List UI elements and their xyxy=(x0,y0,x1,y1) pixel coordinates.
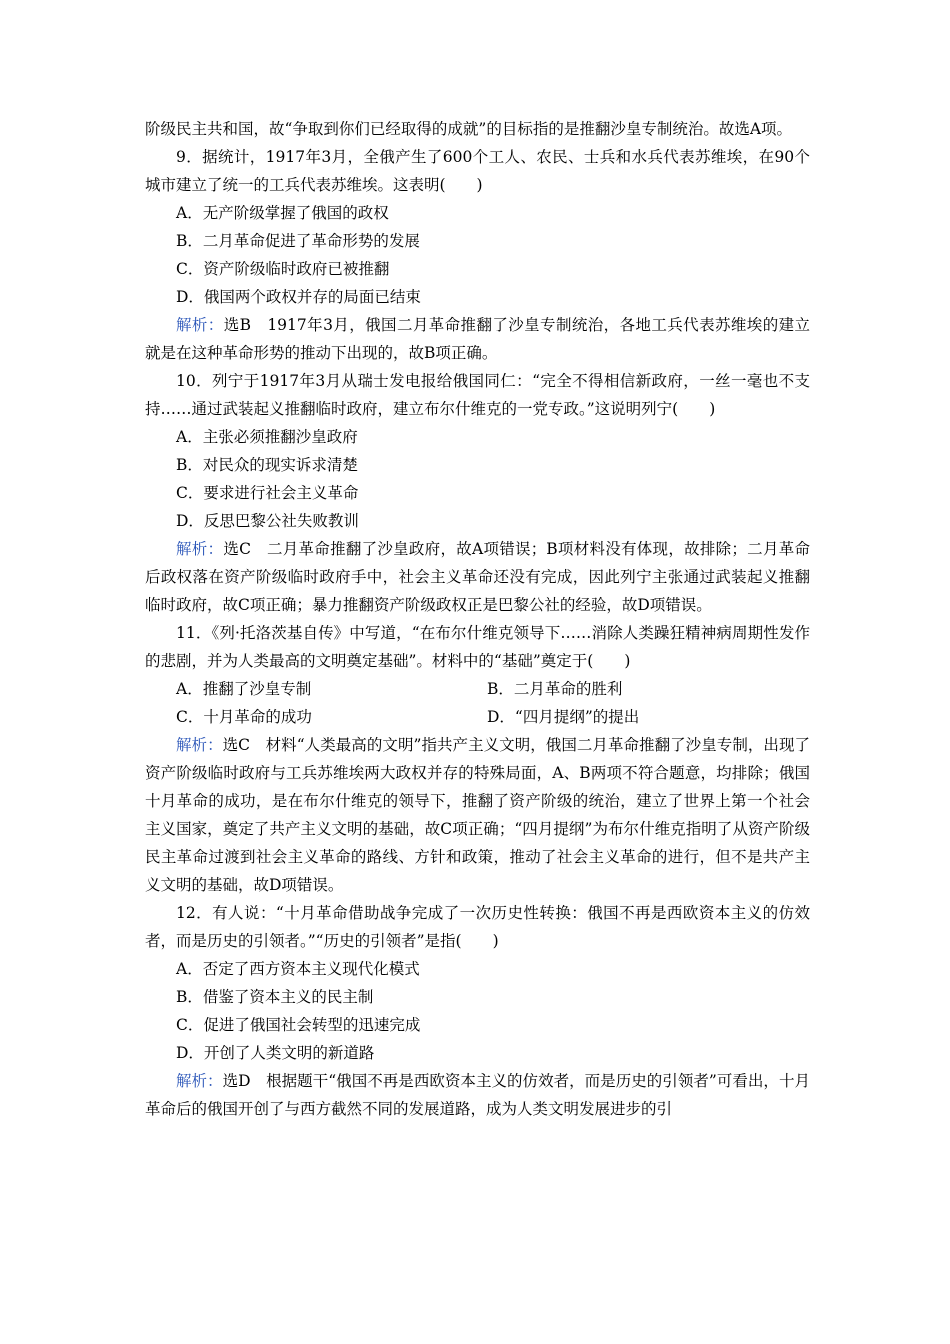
question-11-option-d: D．“四月提纲”的提出 xyxy=(487,708,640,726)
question-12-option-a: A．否定了西方资本主义现代化模式 xyxy=(176,960,420,978)
question-10-option-a: A．主张必须推翻沙皇政府 xyxy=(176,428,358,446)
question-9-stem: 9．据统计，1917年3月，全俄产生了600个工人、农民、士兵和水兵代表苏维埃，在90个城市建立了统一的工兵代表苏维埃。这表明( ) xyxy=(145,148,810,194)
question-10-option-c: C．要求进行社会主义革命 xyxy=(176,484,359,502)
question-11-options-row-1 xyxy=(145,675,810,703)
question-9-option-c: C．资产阶级临时政府已被推翻 xyxy=(176,260,390,278)
question-11-option-b: B．二月革命的胜利 xyxy=(487,680,623,698)
question-10-analysis xyxy=(145,535,810,619)
question-12-option-d: D．开创了人类文明的新道路 xyxy=(176,1044,375,1062)
document-page xyxy=(145,115,810,1123)
question-10-analysis-text: 选C 二月革命推翻了沙皇政府，故A项错误；B项材料没有体现，故排除；二月革命后政权落在资产阶级临时政府手中，社会主义革命还没有完成，因此列宁主张通过武装起义推翻临时政府，故C项正确；暴力推翻资产阶级政权正是巴黎公社的经验，故D项错误。 xyxy=(145,540,810,614)
question-11-stem: 11．《列·托洛茨基自传》中写道，“在布尔什维克领导下……消除人类躁狂精神病周期性发作的悲剧，并为人类最高的文明奠定基础”。材料中的“基础”奠定于( ) xyxy=(145,624,810,670)
question-12-analysis xyxy=(145,1067,810,1123)
analysis-label: 解析： xyxy=(176,736,223,754)
question-10-stem: 10．列宁于1917年3月从瑞士发电报给俄国同仁：“完全不得相信新政府，一丝一毫也不支持……通过武装起义推翻临时政府，建立布尔什维克的一党专政。”这说明列宁( ) xyxy=(145,372,810,418)
question-11-option-a: A．推翻了沙皇专制 xyxy=(176,680,312,698)
analysis-label: 解析： xyxy=(176,540,224,558)
question-12-option-c: C．促进了俄国社会转型的迅速完成 xyxy=(176,1016,421,1034)
question-9-option-a: A．无产阶级掌握了俄国的政权 xyxy=(176,204,389,222)
question-11-options-row-2 xyxy=(145,703,810,731)
question-9-option-b: B．二月革命促进了革命形势的发展 xyxy=(176,232,420,250)
question-11-analysis xyxy=(145,731,810,899)
question-11-analysis-text: 选C 材料“人类最高的文明”指共产主义文明，俄国二月革命推翻了沙皇专制，出现了资产阶级临时政府与工兵苏维埃两大政权并存的特殊局面，A、B两项不符合题意，均排除；俄国十月革命的成功，是在布尔什维克的领导下，推翻了资产阶级的统治，建立了世界上第一个社会主义国家，奠定了共产主义文明的基础，故C项正确；“四月提纲”为布尔什维克指明了从资产阶级民主革命过渡到社会主义革命的路线、方针和政策，推动了社会主义革命的进行，但不是共产主义文明的基础，故D项错误。 xyxy=(145,736,810,894)
question-9-analysis-text: 选B 1917年3月，俄国二月革命推翻了沙皇专制统治，各地工兵代表苏维埃的建立就是在这种革命形势的推动下出现的，故B项正确。 xyxy=(145,316,810,362)
question-12-analysis-text: 选D 根据题干“俄国不再是西欧资本主义的仿效者，而是历史的引领者”可看出，十月革命后的俄国开创了与西方截然不同的发展道路，成为人类文明发展进步的引 xyxy=(145,1072,810,1118)
analysis-label: 解析： xyxy=(176,1072,223,1090)
question-12-option-b: B．借鉴了资本主义的民主制 xyxy=(176,988,374,1006)
intro-paragraph: 阶级民主共和国，故“争取到你们已经取得的成就”的目标指的是推翻沙皇专制统治。故选A项。 xyxy=(145,120,793,138)
analysis-label: 解析： xyxy=(176,316,224,334)
question-10-option-d: D．反思巴黎公社失败教训 xyxy=(176,512,359,530)
question-10-option-b: B．对民众的现实诉求清楚 xyxy=(176,456,358,474)
question-12-stem: 12．有人说：“十月革命借助战争完成了一次历史性转换：俄国不再是西欧资本主义的仿效者，而是历史的引领者。”“历史的引领者”是指( ) xyxy=(145,904,810,950)
question-9-option-d: D．俄国两个政权并存的局面已结束 xyxy=(176,288,421,306)
question-9-analysis xyxy=(145,311,810,367)
question-11-option-c: C．十月革命的成功 xyxy=(176,708,312,726)
